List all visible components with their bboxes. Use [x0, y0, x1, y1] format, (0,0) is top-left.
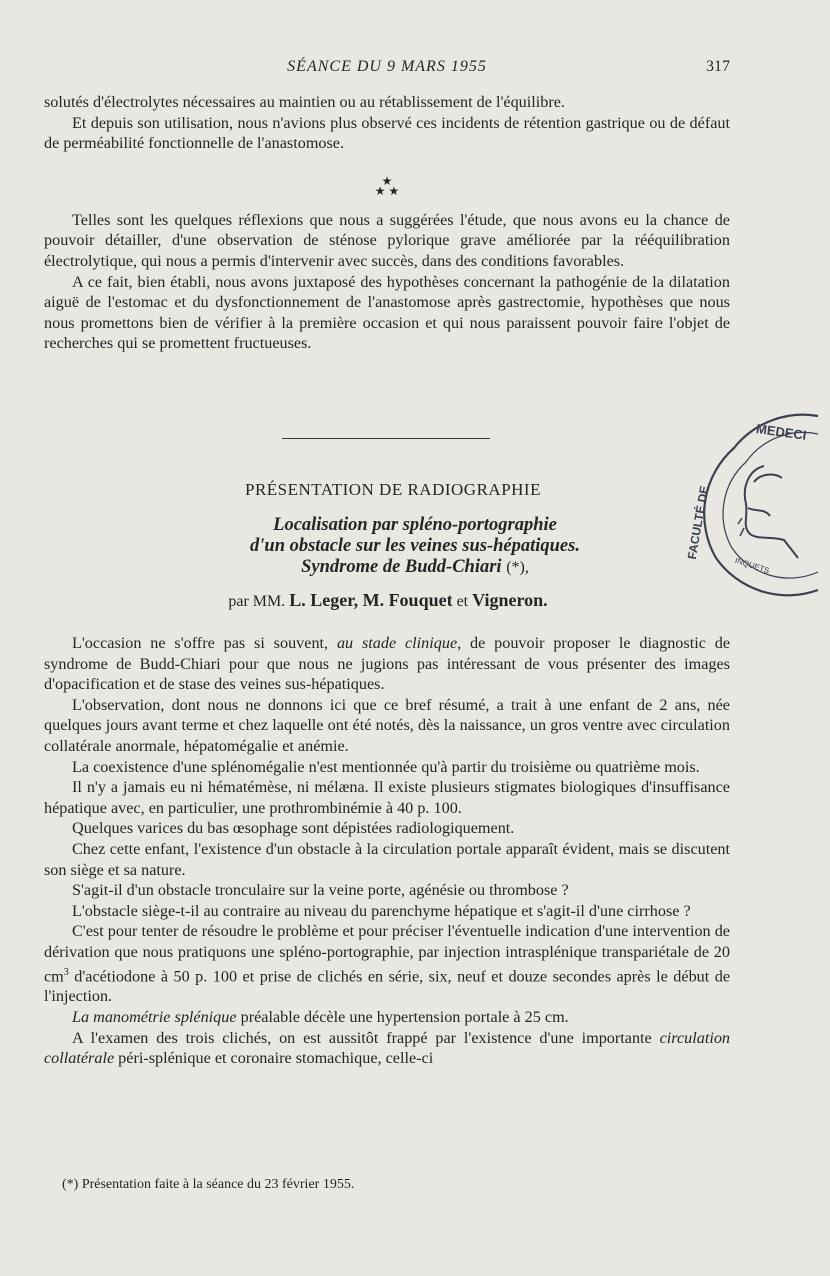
- emphasis: circulation collatérale: [44, 1028, 731, 1068]
- page-number: 317: [706, 58, 730, 75]
- star-bottom: ★ ★: [374, 183, 400, 198]
- title-line-2: d'un obstacle sur les veines sus-hépatiques.: [250, 536, 580, 556]
- paragraph: Il n'y a jamais eu ni hématémèse, ni mélæna. Il existe plusieurs stigmates biologiques d'insuffisance hépatique avec, en particulier, une prothrombinémie à 40 p. 100.: [44, 778, 730, 817]
- text-run: C'est pour tenter de résoudre le problème et pour préciser l'éventuelle indication d'une intervention de dérivation que nous pratiquons une spléno-portographie, par injection intrasplénique transpariétale de 20 cm: [44, 922, 730, 985]
- title-line-1: Localisation par spléno-portographie: [273, 515, 557, 535]
- text-run: d'acétiodone à 50 p. 100 et prise de clichés en série, six, neuf et douze secondes après le début de l'injection.: [44, 966, 731, 1006]
- paragraph: Telles sont les quelques réflexions que nous a suggérées l'étude, que nous avons eu la chance de pouvoir détailler, d'une observation de sténose pylorique grave améliorée par la rééquilibration électrolytique, qui nous a permis d'intervenir avec succès, dans des conditions favorables.: [44, 210, 730, 270]
- authors-et: et: [456, 593, 469, 610]
- paragraph: S'agit-il d'un obstacle tronculaire sur la veine porte, agénésie ou thrombose ?: [72, 881, 569, 900]
- text-run: de pouvoir proposer le diagnostic de syndrome de Budd-Chiari pour que nous ne jugions pas intéressant de vous présenter des images d'opacification et de stase des veines sus-hépatiques.: [44, 634, 731, 694]
- paragraph: [44, 1028, 730, 1069]
- header-title: SÉANCE DU 9 MARS 1955: [287, 58, 487, 75]
- paragraph: Quelques varices du bas œsophage sont dépistées radiologiquement.: [72, 819, 515, 838]
- paragraph: A ce fait, bien établi, nous avons juxtaposé des hypothèses concernant la pathogénie de la dilatation aiguë de l'estomac et du dysfonctionnement de l'anastomose après gastrectomie, hypothèses que nous nous promettons bien de vérifier à la première occasion et qui nous paraissent pouvoir faire l'objet de recherches qui se promettent fructueuses.: [44, 272, 730, 353]
- text-run: préalable décèle une hypertension portale à 25 cm.: [240, 1008, 569, 1027]
- text-run: péri-splénique et coronaire stomachique, celle-ci: [118, 1049, 434, 1068]
- emphasis: La manométrie splénique: [72, 1008, 237, 1027]
- authors-names: L. Leger, M. Fouquet: [289, 590, 453, 610]
- paragraph: La coexistence d'une splénomégalie n'est mentionnée qu'à partir du troisième ou quatrième mois.: [72, 757, 700, 776]
- paragraph: Et depuis son utilisation, nous n'avions plus observé ces incidents de rétention gastrique ou de défaut de perméabilité fonctionnelle de l'anastomose.: [44, 113, 730, 153]
- authors-prefix: par MM.: [228, 593, 286, 610]
- paragraph: [44, 1007, 730, 1028]
- section-heading: PRÉSENTATION DE RADIOGRAPHIE: [245, 480, 541, 499]
- paragraph: [44, 921, 730, 1007]
- emphasis: au stade clinique,: [336, 634, 462, 652]
- stamp-top-text: MEDECI: [755, 421, 808, 443]
- star-top: ★: [381, 173, 393, 188]
- paragraph: Chez cette enfant, l'existence d'un obstacle à la circulation portale apparaît évident, mais se discutent son siège et sa nature.: [44, 839, 730, 879]
- footnote: (*) Présentation faite à la séance du 23 février 1955.: [62, 1177, 355, 1192]
- title-line-3-text: Syndrome de Budd-Chiari: [301, 557, 502, 577]
- authors-line: [0, 590, 776, 611]
- text-run: A l'examen des trois clichés, on est aussitôt frappé par l'existence d'une importante: [72, 1028, 652, 1047]
- paragraph: L'obstacle siège-t-il au contraire au niveau du parenchyme hépatique et s'agit-il d'une cirrhose ?: [72, 901, 691, 920]
- title-footnote-mark: (*),: [506, 559, 529, 576]
- running-header: [44, 58, 730, 82]
- section-stars: [44, 173, 730, 198]
- library-seal-icon: [684, 408, 818, 592]
- paragraph: L'observation, dont nous ne donnons ici que ce bref résumé, a trait à une enfant de 2 ans, née quelques jours avant terme et chez laquelle ont été notés, dès la naissance, un gros ventre avec circulation collatérale anormale, hépatomégalie et anémie.: [44, 695, 730, 755]
- paragraph: [44, 633, 730, 695]
- divider-rule: [282, 438, 490, 439]
- authors-last: Vigneron.: [472, 590, 548, 610]
- previous-article-end: [44, 92, 730, 354]
- superscript: 3: [63, 966, 69, 978]
- stamp-left-text: FACULTÉ DE: [684, 484, 712, 561]
- stamp-bottom-text: INQUETS: [733, 555, 771, 576]
- text-run: L'occasion ne s'offre pas si souvent,: [72, 634, 329, 652]
- article-body: [44, 633, 730, 1069]
- paragraph: solutés d'électrolytes nécessaires au maintien ou au rétablissement de l'équilibre.: [44, 93, 565, 111]
